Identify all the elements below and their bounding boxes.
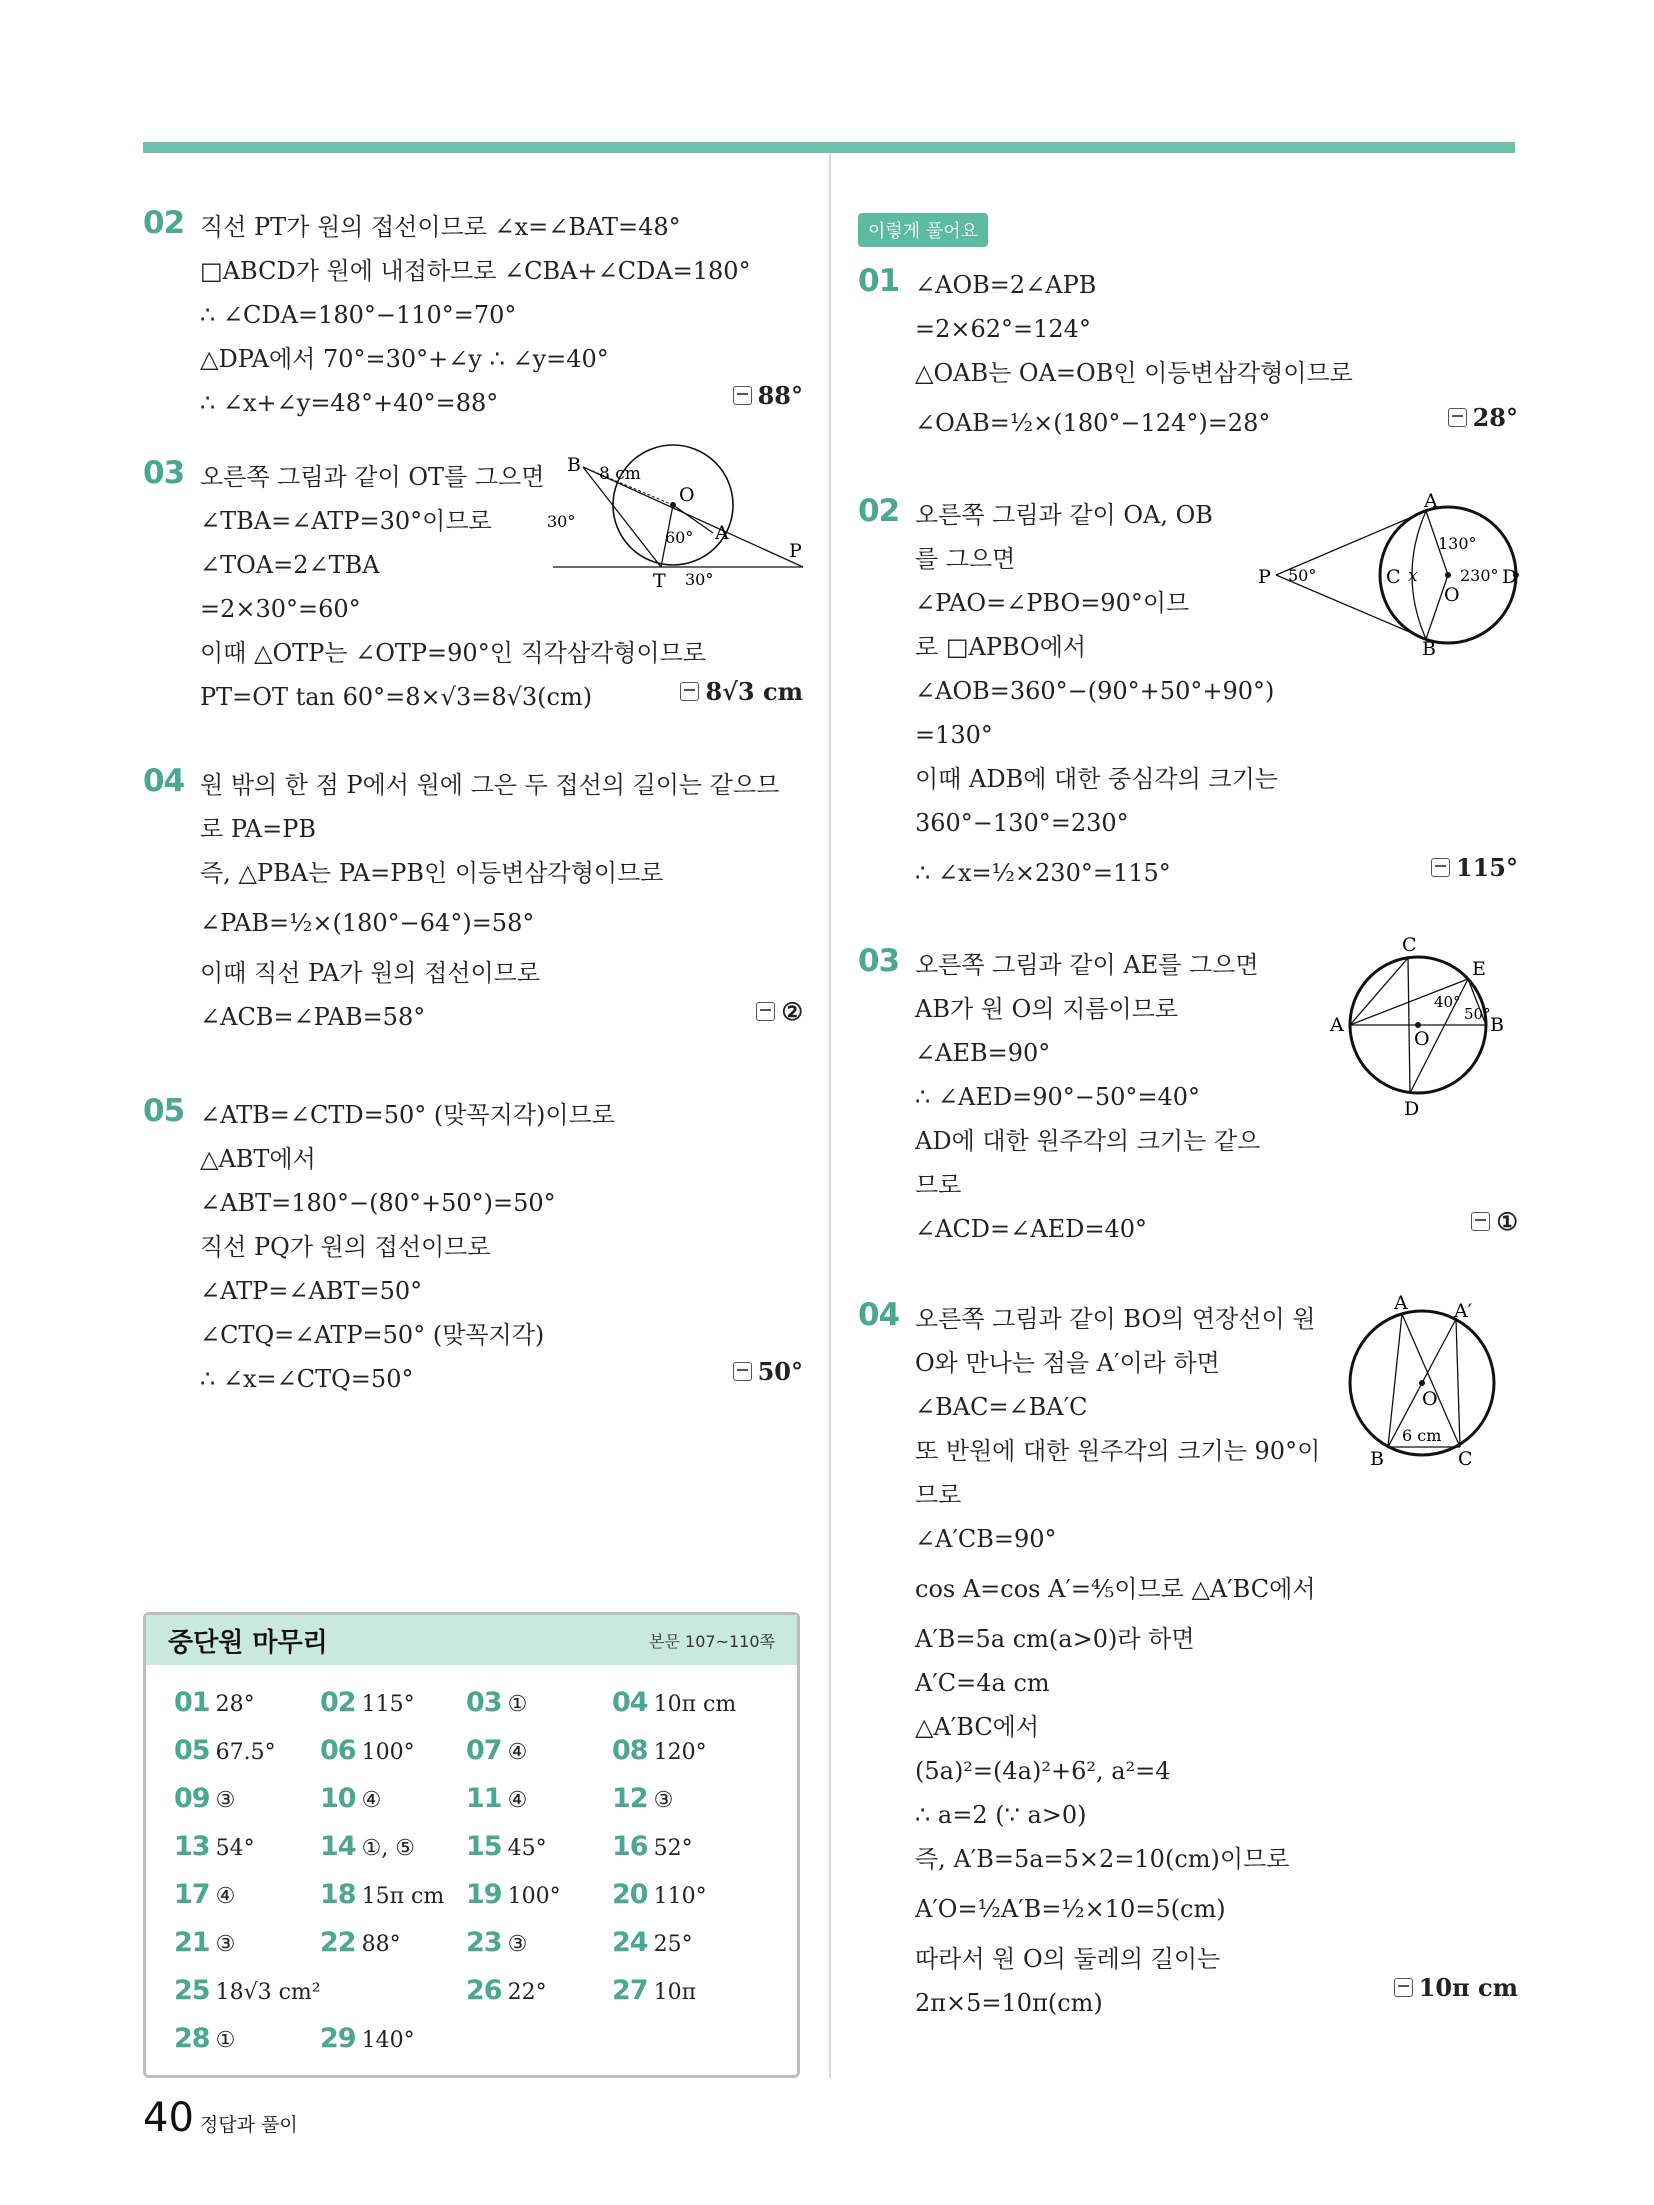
footer-label: 정답과 풀이	[199, 2114, 298, 2136]
solution-line: 이때 △OTP는 ∠OTP=90°인 직각삼각형이므로	[200, 639, 706, 667]
label-D: D	[1404, 1098, 1420, 1120]
review-item-number: 07	[466, 1735, 502, 1766]
review-item-number: 17	[174, 1879, 210, 1910]
right-column	[858, 213, 1518, 2037]
review-answer-item	[320, 1879, 444, 1910]
problem-04-right	[858, 1292, 1518, 2037]
solution-line: ∠A′CB=90°	[915, 1525, 1057, 1553]
solution-line: =130°	[915, 721, 993, 749]
figure-diameter-circle	[1338, 1287, 1518, 1470]
angle-label: 60°	[665, 528, 694, 547]
solution-line: ∠OAB=½×(180°−124°)=28°	[915, 409, 1271, 437]
review-item-number: 24	[612, 1927, 648, 1958]
label-C: C	[1402, 934, 1417, 956]
review-item-value: ③	[215, 1932, 236, 1957]
solution-line: △OAB는 OA=OB인 이등변삼각형이므로	[915, 359, 1353, 387]
review-answer-item	[320, 1735, 415, 1766]
label-O: O	[1414, 1028, 1430, 1050]
label-P: P	[1258, 566, 1271, 588]
label-A-prime: A′	[1454, 1300, 1473, 1322]
answer	[733, 381, 803, 410]
label-B: B	[1422, 638, 1436, 660]
solution-line: 직선 PT가 원의 접선이므로 ∠x=∠BAT=48°	[200, 213, 681, 241]
answer-value: ①	[1496, 1207, 1518, 1236]
review-item-value: 140°	[361, 2028, 415, 2053]
solution-line: ∠ATP=∠ABT=50°	[200, 1277, 423, 1305]
review-item-number: 03	[466, 1687, 502, 1718]
review-item-value: ④	[215, 1884, 236, 1909]
label-A: A	[1394, 1292, 1408, 1314]
review-answer-item	[320, 1687, 415, 1718]
solution-line: PT=OT tan 60°=8×√3=8√3(cm)	[200, 683, 593, 711]
review-item-value: 52°	[653, 1836, 693, 1861]
review-item-value: 67.5°	[215, 1740, 276, 1765]
review-item-number: 27	[612, 1975, 648, 2006]
label-O: O	[1444, 584, 1460, 606]
review-item-value: ④	[507, 1788, 528, 1813]
solution-line: ∠PAB=½×(180°−64°)=58°	[200, 909, 535, 937]
problem-number: 01	[858, 263, 900, 299]
solution-tag: 이렇게 풀어요	[858, 213, 988, 247]
answer-value: ②	[781, 997, 803, 1026]
review-item-value: 18√3 cm²	[215, 1980, 321, 2005]
solution-line: □ABCD가 원에 내접하므로 ∠CBA+∠CDA=180°	[200, 257, 751, 285]
review-item-number: 26	[466, 1975, 502, 2006]
review-item-number: 29	[320, 2023, 356, 2054]
answer-value: 88°	[757, 381, 803, 410]
review-item-value: ①, ⑤	[361, 1836, 416, 1861]
angle-label: 50°	[1464, 1005, 1491, 1023]
solution-line: ∠CTQ=∠ATP=50° (맞꼭지각)	[200, 1321, 545, 1349]
answer-icon	[1471, 1212, 1490, 1231]
review-item-value: ③	[653, 1788, 674, 1813]
problem-04-left	[143, 763, 803, 1063]
review-answer-item	[174, 1783, 235, 1814]
solution-line: ∴ ∠x=∠CTQ=50°	[200, 1365, 414, 1393]
review-item-number: 23	[466, 1927, 502, 1958]
solution-line: 오른쪽 그림과 같이 BO의 연장선이 원	[915, 1305, 1316, 1333]
review-answer-item	[466, 1831, 547, 1862]
review-item-value: 28°	[215, 1692, 255, 1717]
answer	[1448, 403, 1518, 432]
review-answer-item	[320, 1783, 381, 1814]
solution-line: △A′BC에서	[915, 1713, 1040, 1741]
solution-line: 므로	[915, 1481, 962, 1509]
review-answer-item	[612, 1687, 736, 1718]
angle-label: 50°	[1288, 566, 1317, 585]
top-accent-bar	[143, 142, 1515, 153]
problem-number: 02	[858, 493, 900, 529]
review-item-number: 09	[174, 1783, 210, 1814]
answer	[1471, 1207, 1518, 1236]
solution-line: A′B=5a cm(a>0)라 하면	[915, 1625, 1195, 1653]
solution-line: 로 PA=PB	[200, 815, 316, 843]
answer	[733, 1357, 803, 1386]
angle-label: 230°	[1460, 566, 1499, 585]
review-item-number: 16	[612, 1831, 648, 1862]
review-answer-item	[174, 1687, 255, 1718]
review-item-value: ③	[215, 1788, 236, 1813]
review-item-number: 08	[612, 1735, 648, 1766]
answer-icon	[1431, 858, 1450, 877]
review-item-number: 01	[174, 1687, 210, 1718]
label-O: O	[1422, 1388, 1438, 1410]
solution-line: ∠TOA=2∠TBA	[200, 551, 380, 579]
solution-line: ∴ ∠x+∠y=48°+40°=88°	[200, 389, 499, 417]
solution-line: ∴ ∠CDA=180°−110°=70°	[200, 301, 517, 329]
review-item-value: ③	[507, 1932, 528, 1957]
review-item-value: ④	[507, 1740, 528, 1765]
label-P: P	[789, 540, 802, 562]
review-item-number: 02	[320, 1687, 356, 1718]
review-item-value: ①	[215, 2028, 236, 2053]
page-number: 40	[143, 2095, 194, 2141]
review-item-value: 100°	[361, 1740, 415, 1765]
solution-line: ∴ ∠x=½×230°=115°	[915, 859, 1171, 887]
review-item-value: 120°	[653, 1740, 707, 1765]
solution-line: ∠AOB=2∠APB	[915, 271, 1097, 299]
review-answer-item	[466, 1975, 547, 2006]
answer	[680, 677, 803, 706]
solution-line: 직선 PQ가 원의 접선이므로	[200, 1233, 491, 1261]
answer-icon	[756, 1002, 775, 1021]
page-footer	[143, 2095, 298, 2141]
review-item-number: 11	[466, 1783, 502, 1814]
angle-label: 30°	[685, 570, 714, 589]
problem-05-left	[143, 1093, 803, 1413]
solution-line: AD에 대한 원주각의 크기는 같으	[915, 1127, 1261, 1155]
solution-line: 즉, △PBA는 PA=PB인 이등변삼각형이므로	[200, 859, 664, 887]
review-item-value: ①	[507, 1692, 528, 1717]
review-item-number: 06	[320, 1735, 356, 1766]
solution-line: 오른쪽 그림과 같이 OA, OB	[915, 501, 1213, 529]
answer-icon	[733, 386, 752, 405]
solution-line: ∴ ∠AED=90°−50°=40°	[915, 1083, 1201, 1111]
review-item-number: 20	[612, 1879, 648, 1910]
solution-line: 또 반원에 대한 원주각의 크기는 90°이	[915, 1437, 1321, 1465]
answer-icon	[733, 1362, 752, 1381]
figure-kite-circle	[1248, 490, 1518, 660]
solution-line: =2×30°=60°	[200, 595, 361, 623]
answer-value: 50°	[757, 1357, 803, 1386]
column-divider	[829, 153, 831, 2078]
review-item-value: 10π cm	[653, 1692, 737, 1717]
review-answer-item	[612, 1783, 673, 1814]
review-item-number: 28	[174, 2023, 210, 2054]
label-D: D	[1502, 566, 1518, 588]
answer	[1431, 853, 1518, 882]
solution-line: (5a)²=(4a)²+6², a²=4	[915, 1757, 1171, 1785]
review-item-value: 15π cm	[361, 1884, 445, 1909]
review-answer-item	[174, 1927, 235, 1958]
solution-line: A′C=4a cm	[915, 1669, 1050, 1697]
angle-label: 130°	[1438, 534, 1477, 553]
solution-line: 이때 ADB에 대한 중심각의 크기는	[915, 765, 1278, 793]
solution-line: cos A=cos A′=⅘이므로 △A′BC에서	[915, 1575, 1316, 1603]
problem-02-right	[858, 490, 1518, 893]
review-header	[146, 1615, 797, 1665]
solution-line: 므로	[915, 1171, 962, 1199]
label-C: C	[1458, 1448, 1473, 1470]
answer-icon	[1448, 408, 1467, 427]
label-B: B	[1490, 1014, 1504, 1036]
label-B: B	[567, 454, 581, 476]
solution-line: 오른쪽 그림과 같이 OT를 그으면	[200, 463, 545, 491]
review-item-value: 10π	[653, 1980, 697, 2005]
problem-03-right	[858, 934, 1518, 1253]
solution-line: ∠AOB=360°−(90°+50°+90°)	[915, 677, 1275, 705]
review-answer-item	[320, 1927, 401, 1958]
review-page-range: 본문 107~110쪽	[649, 1631, 775, 1651]
solution-line: 즉, A′B=5a=5×2=10(cm)이므로	[915, 1845, 1290, 1873]
review-answer-item	[466, 1735, 527, 1766]
review-item-number: 10	[320, 1783, 356, 1814]
review-answer-item	[612, 1735, 707, 1766]
problem-01-right	[858, 263, 1518, 453]
review-item-value: 22°	[507, 1980, 547, 2005]
solution-line: 따라서 원 O의 둘레의 길이는	[915, 1945, 1221, 1973]
review-answer-item	[612, 1975, 696, 2006]
solution-line: ∠TBA=∠ATP=30°이므로	[200, 507, 492, 535]
review-answer-item	[320, 1831, 415, 1862]
review-item-value: 25°	[653, 1932, 693, 1957]
review-answer-item	[320, 2023, 415, 2054]
solution-line: =2×62°=124°	[915, 315, 1091, 343]
length-label: 6 cm	[1402, 1426, 1442, 1445]
label-E: E	[1472, 958, 1486, 980]
solution-line: ∠ABT=180°−(80°+50°)=50°	[200, 1189, 556, 1217]
label-A: A	[715, 522, 729, 544]
solution-line: ∠PAO=∠PBO=90°이므	[915, 589, 1190, 617]
review-answer-item	[174, 1975, 321, 2006]
review-item-number: 22	[320, 1927, 356, 1958]
answer-value: 10π cm	[1418, 1973, 1518, 2002]
review-item-number: 15	[466, 1831, 502, 1862]
answer-value: 28°	[1472, 403, 1518, 432]
review-item-value: 45°	[507, 1836, 547, 1861]
review-answer-item	[612, 1831, 693, 1862]
solution-line: O와 만나는 점을 A′이라 하면	[915, 1349, 1220, 1377]
review-answer-item	[174, 1879, 235, 1910]
review-answer-item	[174, 1831, 255, 1862]
review-item-number: 19	[466, 1879, 502, 1910]
problem-number: 02	[143, 205, 185, 241]
answer-icon	[1394, 1978, 1413, 1997]
review-item-number: 18	[320, 1879, 356, 1910]
review-answer-item	[466, 1879, 561, 1910]
review-item-number: 14	[320, 1831, 356, 1862]
problem-02-left	[143, 205, 803, 417]
solution-line: ∠ATB=∠CTD=50° (맞꼭지각)이므로	[200, 1101, 615, 1129]
solution-line: ∠BAC=∠BA′C	[915, 1393, 1088, 1421]
review-item-value: 110°	[653, 1884, 707, 1909]
problem-number: 05	[143, 1093, 185, 1129]
figure-tangent-circle	[547, 454, 808, 592]
label-B: B	[1370, 1448, 1384, 1470]
answer-value: 115°	[1455, 853, 1518, 882]
label-A: A	[1330, 1014, 1344, 1036]
chapter-review-box	[143, 1612, 800, 2078]
solution-line: 로 □APBO에서	[915, 633, 1087, 661]
solution-line: 360°−130°=230°	[915, 809, 1129, 837]
solution-line: A′O=½A′B=½×10=5(cm)	[915, 1895, 1226, 1923]
problem-number: 03	[143, 455, 185, 491]
problem-03-left	[143, 455, 803, 719]
review-title: 중단원 마무리	[168, 1627, 328, 1658]
label-T: T	[653, 570, 666, 592]
problem-number: 04	[858, 1297, 900, 1333]
label-A: A	[1424, 490, 1438, 512]
review-item-value: ④	[361, 1788, 382, 1813]
label-C: C	[1386, 566, 1401, 588]
solution-line: 2π×5=10π(cm)	[915, 1989, 1103, 2017]
label-O: O	[679, 484, 695, 506]
left-column	[143, 205, 803, 1413]
label-x: x	[1408, 566, 1418, 586]
solution-line: ∠AEB=90°	[915, 1039, 1051, 1067]
review-answer-item	[612, 1927, 693, 1958]
angle-label: 30°	[547, 512, 576, 531]
solution-line: ∴ a=2 (∵ a>0)	[915, 1801, 1087, 1829]
review-answer-item	[174, 2023, 235, 2054]
review-answer-item	[466, 1927, 527, 1958]
review-item-value: 88°	[361, 1932, 401, 1957]
solution-line: AB가 원 O의 지름이므로	[915, 995, 1179, 1023]
solution-line: ∠ACB=∠PAB=58°	[200, 1003, 426, 1031]
solution-line: 를 그으면	[915, 545, 1016, 573]
answer-icon	[680, 682, 699, 701]
answer	[756, 997, 803, 1026]
figure-inscribed-angles	[1318, 935, 1518, 1125]
solution-line: △ABT에서	[200, 1145, 316, 1173]
solution-line: ∠ACD=∠AED=40°	[915, 1215, 1148, 1243]
solution-line: 원 밖의 한 점 P에서 원에 그은 두 접선의 길이는 같으므	[200, 771, 780, 799]
review-item-value: 54°	[215, 1836, 255, 1861]
problem-number: 04	[143, 763, 185, 799]
review-item-value: 115°	[361, 1692, 415, 1717]
review-answer-item	[466, 1687, 527, 1718]
review-item-number: 12	[612, 1783, 648, 1814]
answer	[1394, 1973, 1518, 2002]
review-item-value: 100°	[507, 1884, 561, 1909]
review-answer-item	[612, 1879, 707, 1910]
review-item-number: 25	[174, 1975, 210, 2006]
problem-number: 03	[858, 943, 900, 979]
answer-value: 8√3 cm	[705, 677, 803, 706]
radius-label: 8 cm	[599, 464, 641, 484]
solution-line: △DPA에서 70°=30°+∠y ∴ ∠y=40°	[200, 345, 609, 373]
review-answer-item	[466, 1783, 527, 1814]
review-item-number: 05	[174, 1735, 210, 1766]
review-item-number: 04	[612, 1687, 648, 1718]
solution-line: 이때 직선 PA가 원의 접선이므로	[200, 959, 541, 987]
review-item-number: 13	[174, 1831, 210, 1862]
review-item-number: 21	[174, 1927, 210, 1958]
angle-label: 40°	[1434, 993, 1461, 1011]
review-answer-item	[174, 1735, 276, 1766]
solution-line: 오른쪽 그림과 같이 AE를 그으면	[915, 951, 1259, 979]
